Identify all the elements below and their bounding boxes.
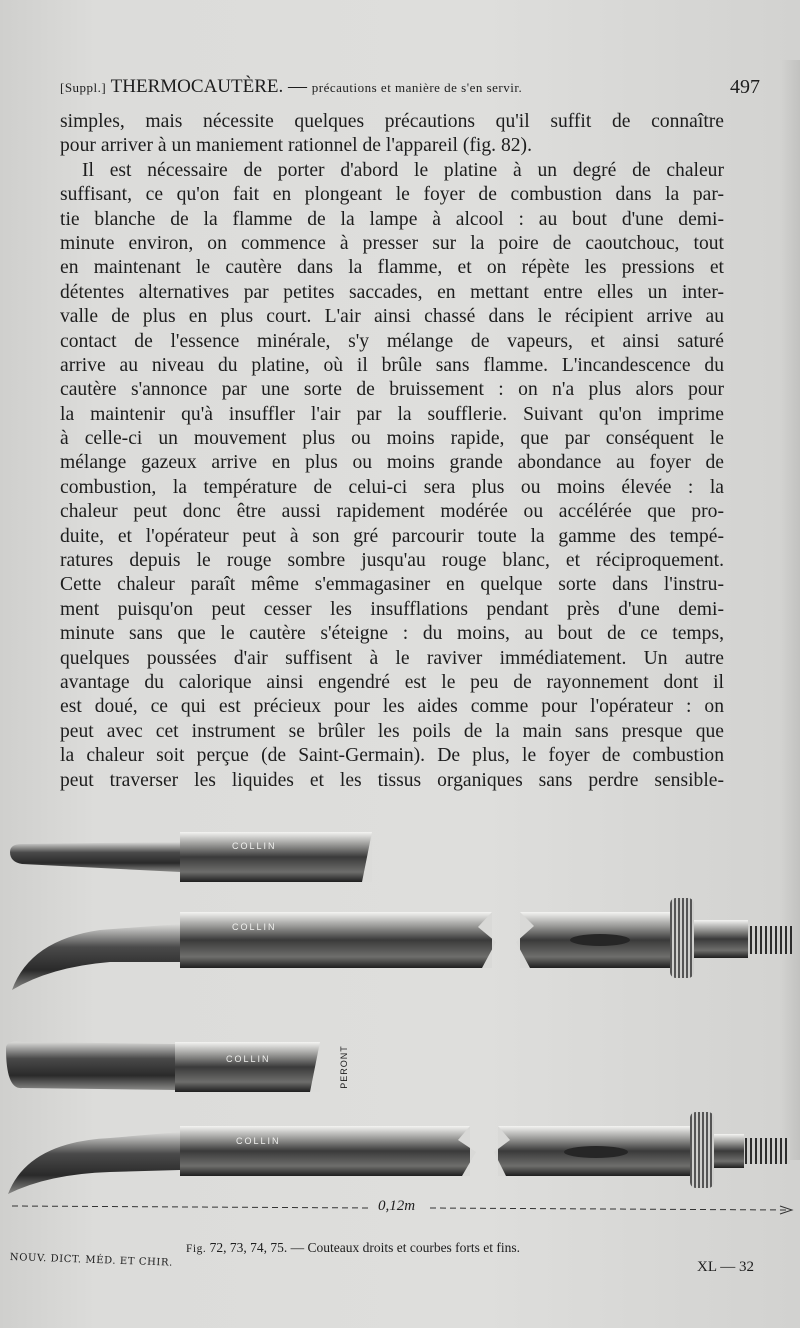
text-line: combustion, la température de celui-ci sera plus ou moins élevée : la — [60, 476, 724, 498]
text-line: mélange gazeux arrive en plus ou moins grande abondance au foyer de — [60, 452, 724, 474]
header-section: [Suppl.] — [60, 80, 107, 95]
text-line: duite, et l'opérateur peut à son gré parcourir toute la gamme des tempé- — [60, 525, 724, 547]
text-line: est doué, ce qui est précieux pour les aides comme pour l'opérateur : on — [60, 696, 724, 718]
page-number: 497 — [730, 76, 760, 98]
header-subtitle: précautions et manière de s'en servir. — [311, 80, 523, 95]
maker-stamp: COLLIN — [232, 841, 277, 851]
header-dash: — — [288, 76, 307, 97]
text-line: quelques poussées d'air suffisent à le raviver immédiatement. Un autre — [60, 647, 724, 669]
text-line: la chaleur soit perçue (de Saint-Germain). De plus, le foyer de combustion — [60, 745, 724, 767]
text-line: cautère s'annonce par une sorte de bruissement : on n'a plus alors pour — [60, 379, 724, 401]
text-line: Cette chaleur paraît même s'emmagasiner en quelque sorte dans l'instru- — [60, 574, 724, 596]
footer-signature-mark: XL — 32 — [697, 1259, 754, 1275]
text-line: valle de plus en plus court. L'air ainsi chassé dans le récipient arrive au — [60, 306, 724, 328]
caption-fig-label: Fig. — [186, 1243, 207, 1255]
running-header — [60, 74, 760, 100]
text-line: à celle-ci un mouvement plus ou moins rapide, que par conséquent le — [60, 428, 724, 450]
text-line: minute environ, on commence à presser sur la poire de caoutchouc, tout — [60, 232, 724, 254]
text-line: suffisant, ce qu'on fait en plongeant le foyer de combustion dans la par- — [60, 184, 724, 206]
text-line: tie blanche de la flamme de la lampe à alcool : au bout d'une demi- — [60, 208, 724, 230]
instrument-illustration — [0, 822, 800, 1222]
text-line: peut avec cet instrument se brûler les poils de la main sans presque que — [60, 720, 724, 742]
cautery-knives-engraving — [0, 822, 800, 1222]
text-line: arrive au niveau du platine, où il brûle sans flamme. L'incandescence du — [60, 354, 724, 376]
engraver-signature: PERONT — [338, 1045, 349, 1089]
text-line: pour arriver à un maniement rationnel de l'appareil (fig. 82). — [60, 135, 532, 157]
text-line: ratures depuis le rouge sombre jusqu'au rouge blanc, et réciproquement. — [60, 550, 724, 572]
text-line: Il est nécessaire de porter d'abord le platine à un degré de chaleur — [82, 159, 724, 181]
text-line: simples, mais nécessite quelques précautions qu'il suffit de connaître — [60, 111, 724, 132]
text-line: avantage du calorique ainsi engendré est le peu de rayonnement dont il — [60, 671, 724, 693]
text-line: contact de l'essence minérale, s'y mélange de vapeurs, et ainsi saturé — [60, 330, 724, 352]
header-title: THERMOCAUTÈRE. — [110, 76, 284, 97]
straight-knife-fine — [6, 1042, 320, 1092]
text-line: minute sans que le cautère s'éteigne : du moins, au bout de ce temps, — [60, 623, 724, 645]
text-line: en maintenant le cautère dans la flamme, et on répète les pressions et — [60, 257, 724, 279]
straight-knife-strong — [10, 832, 372, 882]
text-line: la maintenir qu'à insuffler l'air par la soufflerie. Suivant qu'on imprime — [60, 403, 724, 425]
figure-caption — [186, 1240, 520, 1256]
footer-publication: NOUV. DICT. MÉD. ET CHIR. — [9, 1252, 174, 1269]
maker-stamp: COLLIN — [226, 1054, 271, 1064]
dimension-label: 0,12m — [378, 1198, 416, 1214]
text-line: peut traverser les liquides et les tissus organiques sans perdre sensible- — [60, 769, 724, 791]
curved-knife-fine — [8, 1112, 790, 1194]
maker-stamp: COLLIN — [236, 1136, 281, 1146]
text-line: ment puisqu'on peut cesser les insufflations pendant près d'une demi- — [60, 598, 724, 620]
body-paragraph — [60, 110, 724, 793]
caption-text: 72, 73, 74, 75. — Couteaux droits et courbes forts et fins. — [209, 1240, 521, 1255]
maker-stamp: COLLIN — [232, 922, 277, 932]
curved-knife-strong — [12, 898, 792, 990]
text-line: détentes alternatives par petites saccades, en mettant entre elles un inter- — [60, 281, 724, 303]
text-line: chaleur peut donc être aussi rapidement modérée ou accélérée que pro- — [60, 501, 724, 523]
